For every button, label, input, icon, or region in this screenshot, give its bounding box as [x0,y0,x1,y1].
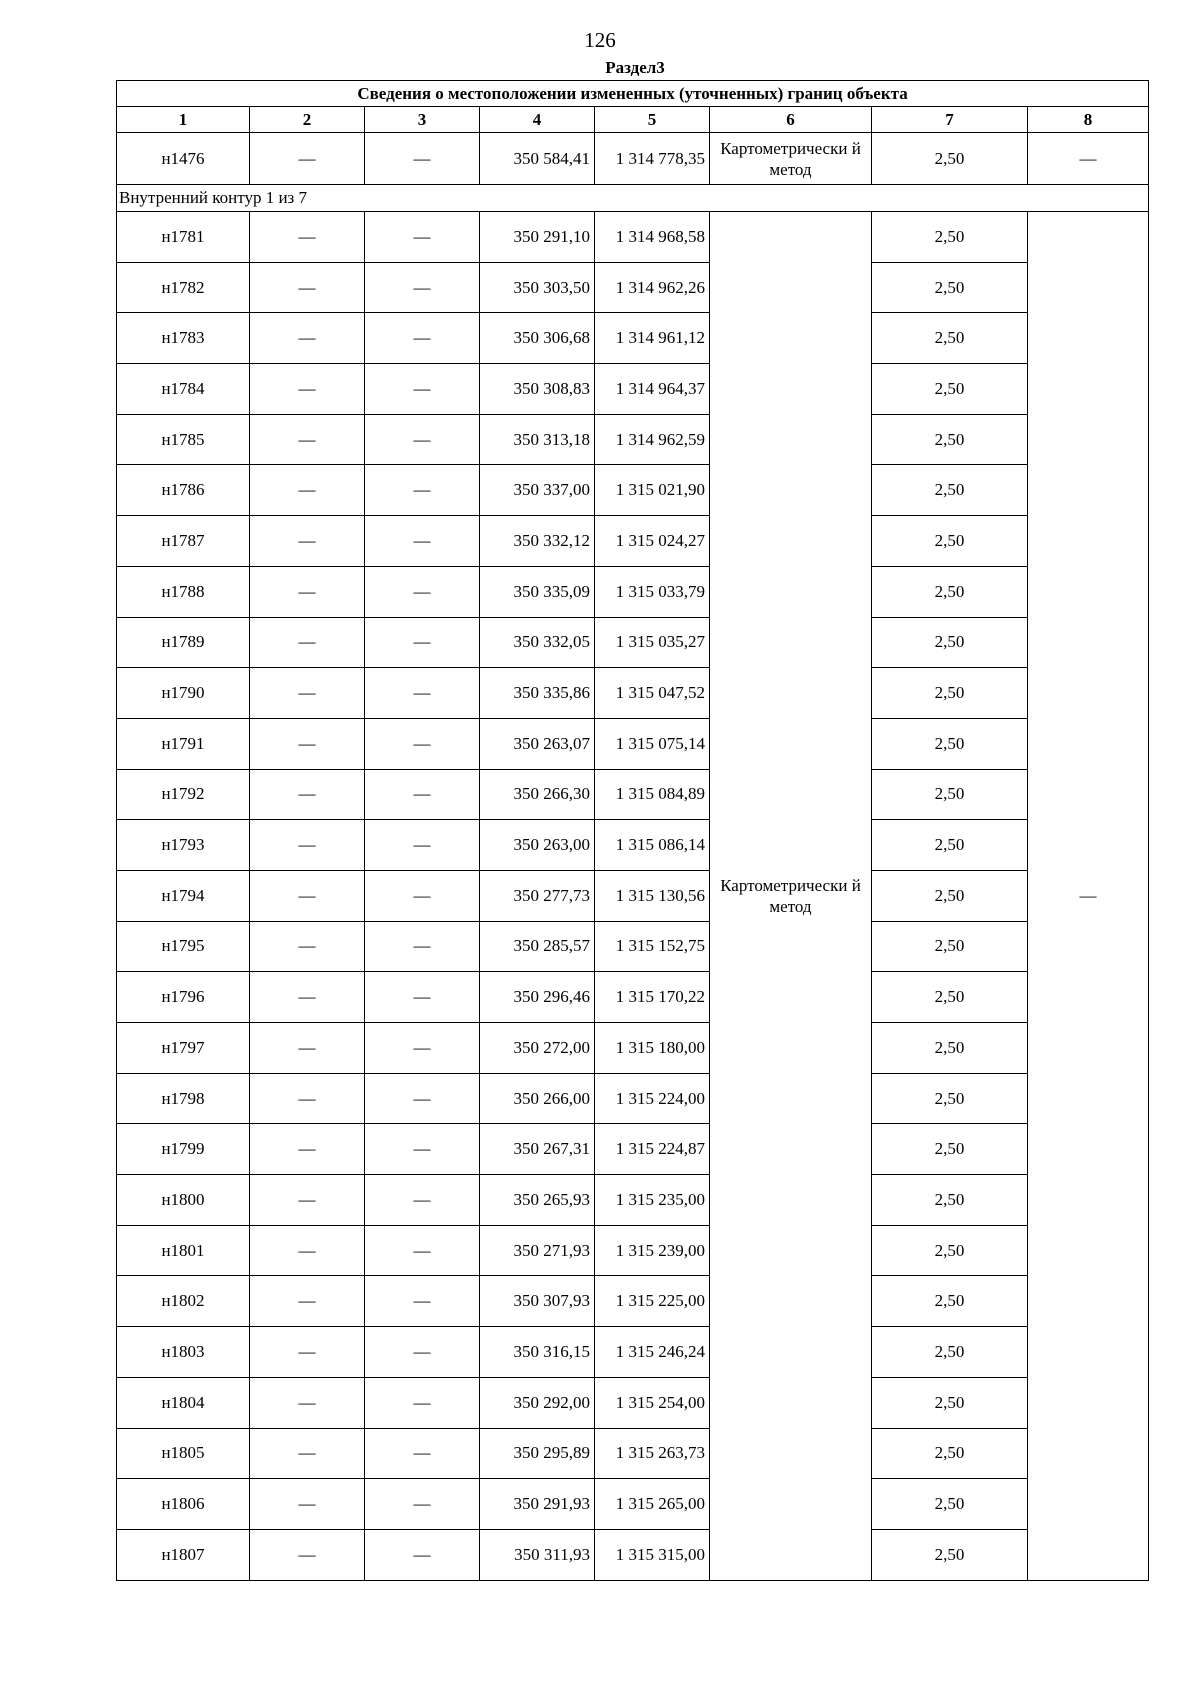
dash-cell: — [250,313,365,364]
accuracy-cell: 2,50 [872,465,1028,516]
dash-cell: — [365,414,480,465]
accuracy-cell: 2,50 [872,1529,1028,1580]
y-coordinate: 1 315 235,00 [595,1175,710,1226]
table-row [117,870,1149,921]
dash-cell: — [250,972,365,1023]
column-number: 7 [872,107,1028,133]
table-row [117,617,1149,668]
y-coordinate: 1 315 224,00 [595,1073,710,1124]
accuracy-cell: 2,50 [872,1225,1028,1276]
table-row [117,1175,1149,1226]
x-coordinate: 350 272,00 [480,1023,595,1074]
y-coordinate: 1 315 239,00 [595,1225,710,1276]
accuracy-cell: 2,50 [872,133,1028,185]
table-row [117,718,1149,769]
y-coordinate: 1 315 047,52 [595,668,710,719]
accuracy-cell: 2,50 [872,1377,1028,1428]
point-name: н1798 [117,1073,250,1124]
point-name: н1782 [117,262,250,313]
dash-cell: — [250,566,365,617]
dash-cell: — [250,870,365,921]
accuracy-cell: 2,50 [872,212,1028,263]
accuracy-cell: 2,50 [872,566,1028,617]
table-row [117,1023,1149,1074]
accuracy-cell: 2,50 [872,516,1028,567]
dash-cell: — [250,617,365,668]
table-row [117,972,1149,1023]
column-number: 5 [595,107,710,133]
dash-cell: — [365,972,480,1023]
accuracy-cell: 2,50 [872,668,1028,719]
dash-cell: — [250,668,365,719]
accuracy-cell: 2,50 [872,972,1028,1023]
dash-cell: — [365,364,480,415]
y-coordinate: 1 315 315,00 [595,1529,710,1580]
dash-cell: — [365,465,480,516]
table-row [117,1124,1149,1175]
point-name: н1784 [117,364,250,415]
method-cell: Картометрически й метод [710,133,872,185]
dash-cell: — [365,1023,480,1074]
point-name: н1790 [117,668,250,719]
dash-cell: — [365,1377,480,1428]
table-row [117,1327,1149,1378]
dash-cell: — [365,566,480,617]
accuracy-cell: 2,50 [872,414,1028,465]
dash-cell: — [250,1124,365,1175]
x-coordinate: 350 277,73 [480,870,595,921]
contour-label: Внутренний контур 1 из 7 [117,185,1149,212]
point-name: н1800 [117,1175,250,1226]
dash-cell: — [365,313,480,364]
dash-cell: — [365,921,480,972]
table-row [117,820,1149,871]
accuracy-cell: 2,50 [872,364,1028,415]
table-caption: Сведения о местоположении измененных (уточненных) границ объекта [117,81,1149,107]
y-coordinate: 1 314 968,58 [595,212,710,263]
accuracy-cell: 2,50 [872,718,1028,769]
point-name: н1785 [117,414,250,465]
dash-cell: — [250,364,365,415]
y-coordinate: 1 314 964,37 [595,364,710,415]
point-name: н1795 [117,921,250,972]
dash-cell: — [250,718,365,769]
table-row [117,921,1149,972]
y-coordinate: 1 315 225,00 [595,1276,710,1327]
point-name: н1476 [117,133,250,185]
point-name: н1787 [117,516,250,567]
accuracy-cell: 2,50 [872,1175,1028,1226]
page-number: 126 [584,28,616,52]
column-number: 4 [480,107,595,133]
dash-cell: — [250,1073,365,1124]
y-coordinate: 1 315 180,00 [595,1023,710,1074]
accuracy-cell: 2,50 [872,1479,1028,1530]
dash-cell: — [250,1175,365,1226]
point-name: н1781 [117,212,250,263]
dash-cell: — [365,1529,480,1580]
x-coordinate: 350 306,68 [480,313,595,364]
accuracy-cell: 2,50 [872,1428,1028,1479]
table-row [117,1377,1149,1428]
dash-cell: — [365,1175,480,1226]
table-row [117,1479,1149,1530]
y-coordinate: 1 315 033,79 [595,566,710,617]
point-name: н1797 [117,1023,250,1074]
accuracy-cell: 2,50 [872,921,1028,972]
dash-cell: — [250,465,365,516]
x-coordinate: 350 584,41 [480,133,595,185]
accuracy-cell: 2,50 [872,1073,1028,1124]
point-name: н1793 [117,820,250,871]
y-coordinate: 1 315 246,24 [595,1327,710,1378]
column-number: 6 [710,107,872,133]
table-row [117,364,1149,415]
dash-cell: — [250,1479,365,1530]
dash-cell: — [1028,133,1149,185]
x-coordinate: 350 291,93 [480,1479,595,1530]
dash-cell: — [250,1225,365,1276]
table-row [117,465,1149,516]
x-coordinate: 350 263,00 [480,820,595,871]
dash-cell: — [365,133,480,185]
point-name: н1786 [117,465,250,516]
table-row [117,1225,1149,1276]
table-row [117,414,1149,465]
dash-cell: — [365,820,480,871]
table-row [117,1276,1149,1327]
table-row [117,668,1149,719]
point-name: н1805 [117,1428,250,1479]
dash-cell: — [365,718,480,769]
point-name: н1796 [117,972,250,1023]
x-coordinate: 350 295,89 [480,1428,595,1479]
y-coordinate: 1 315 084,89 [595,769,710,820]
coordinates-table [116,80,1149,1581]
x-coordinate: 350 316,15 [480,1327,595,1378]
dash-cell: — [250,133,365,185]
x-coordinate: 350 292,00 [480,1377,595,1428]
dash-cell: — [250,1276,365,1327]
x-coordinate: 350 291,10 [480,212,595,263]
x-coordinate: 350 285,57 [480,921,595,972]
y-coordinate: 1 315 021,90 [595,465,710,516]
table-row [117,1428,1149,1479]
dash-cell: — [250,1327,365,1378]
accuracy-cell: 2,50 [872,820,1028,871]
y-coordinate: 1 315 254,00 [595,1377,710,1428]
column-number: 2 [250,107,365,133]
dash-cell: — [365,769,480,820]
accuracy-cell: 2,50 [872,1276,1028,1327]
x-coordinate: 350 307,93 [480,1276,595,1327]
x-coordinate: 350 332,12 [480,516,595,567]
dash-cell: — [365,1124,480,1175]
point-name: н1802 [117,1276,250,1327]
dash-cell: — [250,1529,365,1580]
x-coordinate: 350 335,09 [480,566,595,617]
point-name: н1804 [117,1377,250,1428]
y-coordinate: 1 315 086,14 [595,820,710,871]
accuracy-cell: 2,50 [872,769,1028,820]
x-coordinate: 350 296,46 [480,972,595,1023]
y-coordinate: 1 315 265,00 [595,1479,710,1530]
x-coordinate: 350 271,93 [480,1225,595,1276]
dash-cell: — [365,1428,480,1479]
y-coordinate: 1 315 224,87 [595,1124,710,1175]
table-row [117,769,1149,820]
column-number: 1 [117,107,250,133]
point-name: н1783 [117,313,250,364]
y-coordinate: 1 315 263,73 [595,1428,710,1479]
dash-cell: — [365,1327,480,1378]
x-coordinate: 350 311,93 [480,1529,595,1580]
accuracy-cell: 2,50 [872,1124,1028,1175]
x-coordinate: 350 332,05 [480,617,595,668]
dash-cell: — [365,516,480,567]
section-title: Раздел3 [605,58,665,77]
point-name: н1807 [117,1529,250,1580]
y-coordinate: 1 314 961,12 [595,313,710,364]
y-coordinate: 1 315 152,75 [595,921,710,972]
x-coordinate: 350 266,30 [480,769,595,820]
y-coordinate: 1 315 075,14 [595,718,710,769]
dash-cell: — [250,1428,365,1479]
dash-cell: — [365,1073,480,1124]
point-name: н1799 [117,1124,250,1175]
dash-cell: — [365,262,480,313]
dash-cell: — [250,516,365,567]
y-coordinate: 1 315 024,27 [595,516,710,567]
x-coordinate: 350 266,00 [480,1073,595,1124]
point-name: н1792 [117,769,250,820]
point-name: н1788 [117,566,250,617]
accuracy-cell: 2,50 [872,1023,1028,1074]
point-name: н1789 [117,617,250,668]
point-name: н1806 [117,1479,250,1530]
table-row [117,133,1149,185]
point-name: н1794 [117,870,250,921]
x-coordinate: 350 303,50 [480,262,595,313]
table-row [117,1529,1149,1580]
dash-cell: — [250,212,365,263]
column-number-row [117,107,1149,133]
dash-cell: — [365,1276,480,1327]
dash-cell: — [250,414,365,465]
dash-cell: — [250,769,365,820]
x-coordinate: 350 267,31 [480,1124,595,1175]
dash-cell: — [365,668,480,719]
table-row [117,212,1149,263]
x-coordinate: 350 337,00 [480,465,595,516]
table-row [117,313,1149,364]
column-number: 8 [1028,107,1149,133]
accuracy-cell: 2,50 [872,262,1028,313]
x-coordinate: 350 263,07 [480,718,595,769]
x-coordinate: 350 313,18 [480,414,595,465]
x-coordinate: 350 308,83 [480,364,595,415]
table-row [117,262,1149,313]
point-name: н1791 [117,718,250,769]
dash-cell: — [250,1377,365,1428]
dash-cell: — [365,870,480,921]
point-name: н1801 [117,1225,250,1276]
accuracy-cell: 2,50 [872,1327,1028,1378]
y-coordinate: 1 314 778,35 [595,133,710,185]
dash-cell: — [250,262,365,313]
dash-cell: — [1028,212,1149,1581]
y-coordinate: 1 315 035,27 [595,617,710,668]
dash-cell: — [250,820,365,871]
dash-cell: — [250,1023,365,1074]
point-name: н1803 [117,1327,250,1378]
y-coordinate: 1 314 962,59 [595,414,710,465]
dash-cell: — [365,1479,480,1530]
method-cell: Картометрически й метод [710,212,872,1581]
table-row [117,566,1149,617]
column-number: 3 [365,107,480,133]
table-row [117,516,1149,567]
dash-cell: — [365,1225,480,1276]
y-coordinate: 1 315 130,56 [595,870,710,921]
x-coordinate: 350 265,93 [480,1175,595,1226]
dash-cell: — [365,617,480,668]
y-coordinate: 1 314 962,26 [595,262,710,313]
accuracy-cell: 2,50 [872,870,1028,921]
y-coordinate: 1 315 170,22 [595,972,710,1023]
accuracy-cell: 2,50 [872,313,1028,364]
dash-cell: — [250,921,365,972]
dash-cell: — [365,212,480,263]
table-row [117,1073,1149,1124]
x-coordinate: 350 335,86 [480,668,595,719]
accuracy-cell: 2,50 [872,617,1028,668]
